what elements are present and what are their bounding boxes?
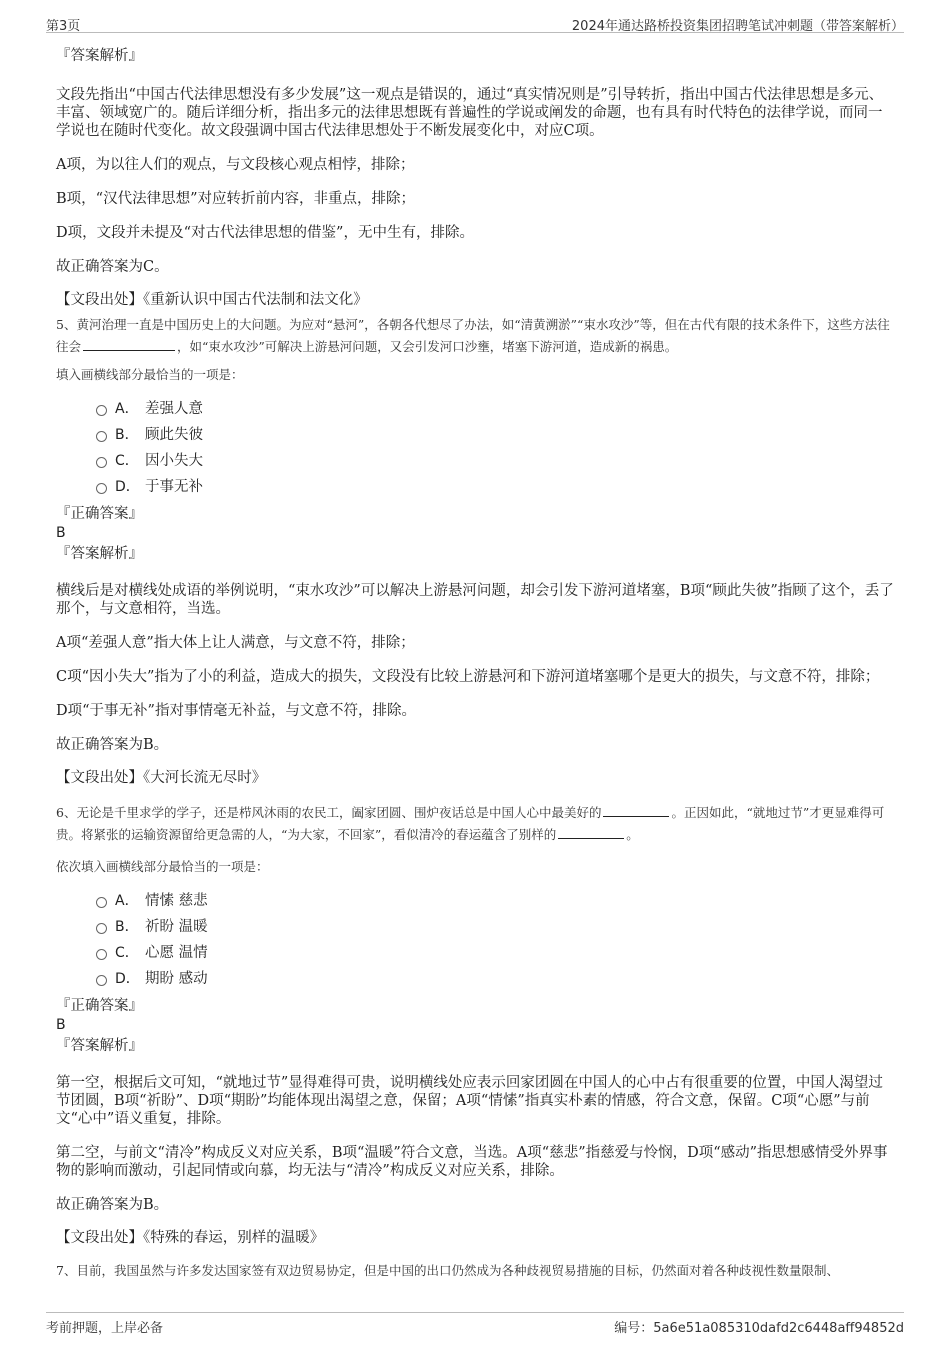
analysis-label: 『答案解析』	[56, 546, 143, 562]
source-line	[56, 1228, 894, 1248]
option-b[interactable]: B． 祈盼 温暖	[96, 914, 894, 940]
analysis-option-d: D项，文段并未提及“对古代法律思想的借鉴”，无中生有，排除。	[56, 225, 474, 241]
answer-blank	[558, 826, 624, 839]
question-6-options	[56, 888, 894, 992]
radio-icon[interactable]	[96, 457, 107, 468]
correct-answer-statement: 故正确答案为C。	[56, 259, 169, 275]
source-line	[56, 290, 894, 310]
page-footer	[46, 1312, 904, 1335]
source-title: 《大河长流无尽时》	[143, 770, 267, 786]
analysis-paragraph-2: 第二空，与前文“清冷”构成反义对应关系，B项“温暖”符合文意，当选。A项“慈悲”指慈爱与怜悯，D项“感动”指思想感情受外界事物的影响而激动，引起同情或向慕，均无法与“清冷”构成反义对应关系，排除。	[56, 1145, 888, 1179]
radio-icon[interactable]	[96, 897, 107, 908]
source-label: 【文段出处】	[56, 1230, 143, 1246]
option-d[interactable]: D． 于事无补	[96, 474, 894, 500]
radio-icon[interactable]	[96, 975, 107, 986]
analysis-label: 『答案解析』	[56, 1038, 143, 1054]
analysis-option-d: D项“于事无补”指对事情毫无补益，与文意不符，排除。	[56, 703, 416, 719]
option-a[interactable]: A． 情愫 慈悲	[96, 888, 894, 914]
question-6-stem: 6、无论是千里求学的学子，还是栉风沐雨的农民工，阖家团圆、围炉夜话总是中国人心中最美好的 。正因如此，“就地过节”才更显难得可贵。将紧张的运输资源留给更急需的人，“为大家，不回家”，看似清冷的春运蕴含了别样的 。	[56, 805, 885, 842]
analysis-paragraph: 文段先指出“中国古代法律思想没有多少发展”这一观点是错误的，通过“真实情况则是”引导转折，指出中国古代法律思想是多元、丰富、领域宽广的。随后详细分析，指出多元的法律思想既有普遍性的学说或阐发的命题，也有具有时代特色的法律学说，而同一学说也在随时代变化。故文段强调中国古代法律思想处于不断发展变化中，对应C项。	[56, 87, 884, 139]
radio-icon[interactable]	[96, 923, 107, 934]
radio-icon[interactable]	[96, 949, 107, 960]
question-7-stem: 7、目前，我国虽然与许多发达国家签有双边贸易协定，但是中国的出口仍然成为各种歧视贸易措施的目标，仍然面对着各种歧视性数量限制、	[56, 1263, 839, 1278]
option-c[interactable]: C． 因小失大	[96, 448, 894, 474]
option-c[interactable]: C． 心愿 温情	[96, 940, 894, 966]
correct-answer-value: B	[56, 1017, 66, 1033]
option-a[interactable]: A． 差强人意	[96, 396, 894, 422]
option-d[interactable]: D． 期盼 感动	[96, 966, 894, 992]
question-5-options	[56, 396, 894, 500]
source-label: 【文段出处】	[56, 770, 143, 786]
radio-icon[interactable]	[96, 483, 107, 494]
analysis-paragraph: 第一空，根据后文可知，“就地过节”显得难得可贵，说明横线处应表示回家团圆在中国人的心中占有很重要的位置，中国人渴望过节团圆，B项“祈盼”、D项“期盼”均能体现出渴望之意，保留；A项“情愫”指真实朴素的情感，符合文意，保留。C项“心愿”与前文“心中”语义重复，排除。	[56, 1075, 883, 1127]
answer-blank	[83, 338, 175, 351]
analysis-paragraph: 横线后是对横线处成语的举例说明，“束水攻沙”可以解决上游悬河问题，却会引发下游河道堵塞，B项“顾此失彼”指顾了这个，丢了那个，与文意相符，当选。	[56, 583, 894, 617]
radio-icon[interactable]	[96, 405, 107, 416]
analysis-option-a: A项，为以往人们的观点，与文段核心观点相悖，排除；	[56, 157, 415, 173]
radio-icon[interactable]	[96, 431, 107, 442]
question-6-instruction: 依次填入画横线部分最恰当的一项是：	[56, 859, 269, 874]
correct-answer-statement: 故正确答案为B。	[56, 737, 169, 753]
option-b[interactable]: B． 顾此失彼	[96, 422, 894, 448]
source-label: 【文段出处】	[56, 292, 143, 308]
source-title: 《特殊的春运，别样的温暖》	[143, 1230, 325, 1246]
document-title: 2024年通达路桥投资集团招聘笔试冲刺题（带答案解析）	[571, 19, 904, 34]
analysis-option-b: B项，“汉代法律思想”对应转折前内容，非重点，排除；	[56, 191, 415, 207]
page-content	[56, 40, 894, 1282]
question-5-stem: 5、黄河治理一直是中国历史上的大问题。为应对“悬河”，各朝各代想尽了办法，如“清黄溯淤”“束水攻沙”等，但在古代有限的技术条件下，这些方法往往会 ，如“束水攻沙”可解决上游悬河问题，又会引发河口沙壅，堵塞下游河道，造成新的祸患。	[56, 317, 890, 354]
analysis-option-a: A项“差强人意”指大体上让人满意，与文意不符，排除；	[56, 635, 415, 651]
question-5-instruction: 填入画横线部分最恰当的一项是：	[56, 367, 244, 382]
correct-answer-value: B	[56, 525, 66, 541]
answer-blank	[603, 804, 669, 817]
page-number: 第3页	[46, 19, 81, 34]
footer-slogan: 考前押题，上岸必备	[46, 1321, 164, 1336]
document-code: 编号：5a6e51a085310dafd2c6448aff94852d	[614, 1321, 904, 1336]
analysis-option-c: C项“因小失大”指为了小的利益，造成大的损失，文段没有比较上游悬河和下游河道堵塞哪个是更大的损失，与文意不符，排除；	[56, 669, 880, 685]
correct-answer-label: 『正确答案』	[56, 998, 143, 1014]
analysis-label: 『答案解析』	[56, 48, 143, 64]
page-header	[46, 12, 904, 33]
correct-answer-label: 『正确答案』	[56, 506, 143, 522]
source-title: 《重新认识中国古代法制和法文化》	[143, 292, 368, 308]
correct-answer-statement: 故正确答案为B。	[56, 1197, 169, 1213]
source-line	[56, 768, 894, 788]
